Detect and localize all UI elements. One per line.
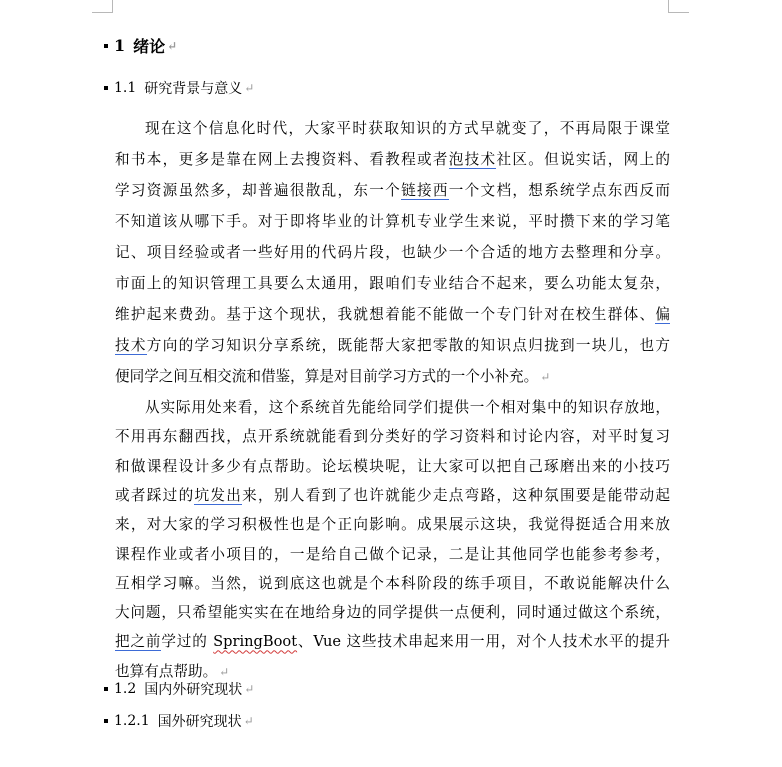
paragraph-line: 和书本，更多是靠在网上去搜资料、看教程或者泡技术社区。但说实话，网上的 (115, 151, 670, 168)
heading-number: 1.2.1 (114, 713, 150, 729)
heading-number: 1 (114, 36, 126, 55)
paragraph-line: 课程作业或者小项目的，一是给自己做个记录，二是让其他同学也能参考参考， (115, 545, 670, 563)
spellcheck-underline: 技术 (115, 337, 147, 354)
paragraph-mark-icon: ↵ (167, 38, 178, 53)
paragraph-line: 把之前学过的 SpringBoot、Vue 这些技术串起来用一用，对个人技术水平的提升 (115, 633, 670, 651)
paragraph-line: 或者踩过的坑发出来，别人看到了也许就能少走点弯路，这种氛围要是能带动起 (115, 486, 670, 504)
paragraph-line: 从实际用处来看，这个系统首先能给同学们提供一个相对集中的知识存放地， (145, 399, 670, 416)
heading-number: 1.2 (114, 681, 137, 697)
heading-bullet-icon (104, 86, 108, 90)
paragraph-line: 和做课程设计多少有点帮助。论坛模块呢，让大家可以把自己琢磨出来的小技巧 (115, 457, 670, 475)
spellcheck-underline: 泡技术 (448, 151, 497, 168)
heading-title: 国内外研究现状 (144, 682, 243, 698)
heading-title: 绪论 (133, 37, 166, 56)
paragraph-mark-icon: ↵ (244, 81, 255, 95)
heading-bullet-icon (104, 44, 108, 48)
paragraph-line: 市面上的知识管理工具要么太通用，跟咱们专业结合不起来，要么功能太复杂， (115, 275, 670, 292)
paragraph-line: 学习资源虽然多，却普遍很散乱，东一个链接西一个文档，想系统学点东西反而 (115, 182, 670, 199)
paragraph-mark-icon: ↵ (243, 714, 254, 728)
heading-title: 国外研究现状 (157, 714, 242, 730)
paragraph-line: 不用再东翻西找，点开系统就能看到分类好的学习资料和讨论内容，对平时复习 (115, 428, 670, 446)
paragraph-mark-icon: ↵ (540, 370, 551, 384)
spellcheck-underline: 把之前 (115, 633, 162, 651)
heading-1[interactable] (104, 34, 177, 57)
heading-number: 1.1 (114, 80, 137, 96)
paragraph-mark-icon: ↵ (219, 664, 230, 679)
paragraph-line: 不知道该从哪下手。对于即将毕业的计算机专业学生来说，平时攒下来的学习笔 (115, 213, 670, 230)
heading-bullet-icon (104, 719, 108, 723)
page-corner-mark-right (668, 0, 689, 13)
heading-1-2-1[interactable] (104, 711, 254, 731)
paragraph-line: 现在这个信息化时代，大家平时获取知识的方式早就变了，不再局限于课堂 (145, 120, 670, 137)
paragraph-line: 便同学之间互相交流和借鉴，算是对目前学习方式的一个小补充。 ↵ (115, 368, 551, 385)
heading-1-2[interactable] (104, 679, 254, 699)
spellcheck-underline: 偏 (655, 306, 670, 323)
paragraph-line: 也算有点帮助。 ↵ (115, 662, 230, 680)
spellcheck-underline: 坑发出 (194, 486, 243, 504)
heading-1-1[interactable] (104, 78, 254, 98)
paragraph-mark-icon: ↵ (244, 682, 255, 696)
spelling-error-underline: SpringBoot (213, 633, 298, 651)
paragraph-line: 记、项目经验或者一些好用的代码片段，也缺少一个合适的地方去整理和分享。 (115, 244, 670, 261)
page-corner-mark-left (92, 0, 113, 13)
paragraph-line: 技术方向的学习知识分享系统，既能帮大家把零散的知识点归拢到一块儿，也方 (115, 337, 670, 354)
paragraph-line: 维护起来费劲。基于这个现状，我就想着能不能做一个专门针对在校生群体、偏 (115, 306, 670, 323)
paragraph-line: 来，对大家的学习积极性也是个正向影响。成果展示这块，我觉得挺适合用来放 (115, 516, 670, 534)
heading-bullet-icon (104, 687, 108, 691)
paragraph-line: 互相学习嘛。当然，说到底这也就是个本科阶段的练手项目，不敢说能解决什么 (115, 574, 670, 592)
spellcheck-underline: 链接西 (401, 182, 449, 199)
heading-title: 研究背景与意义 (144, 81, 243, 97)
paragraph-line: 大问题，只希望能实实在在地给身边的同学提供一点便利，同时通过做这个系统， (115, 604, 670, 622)
